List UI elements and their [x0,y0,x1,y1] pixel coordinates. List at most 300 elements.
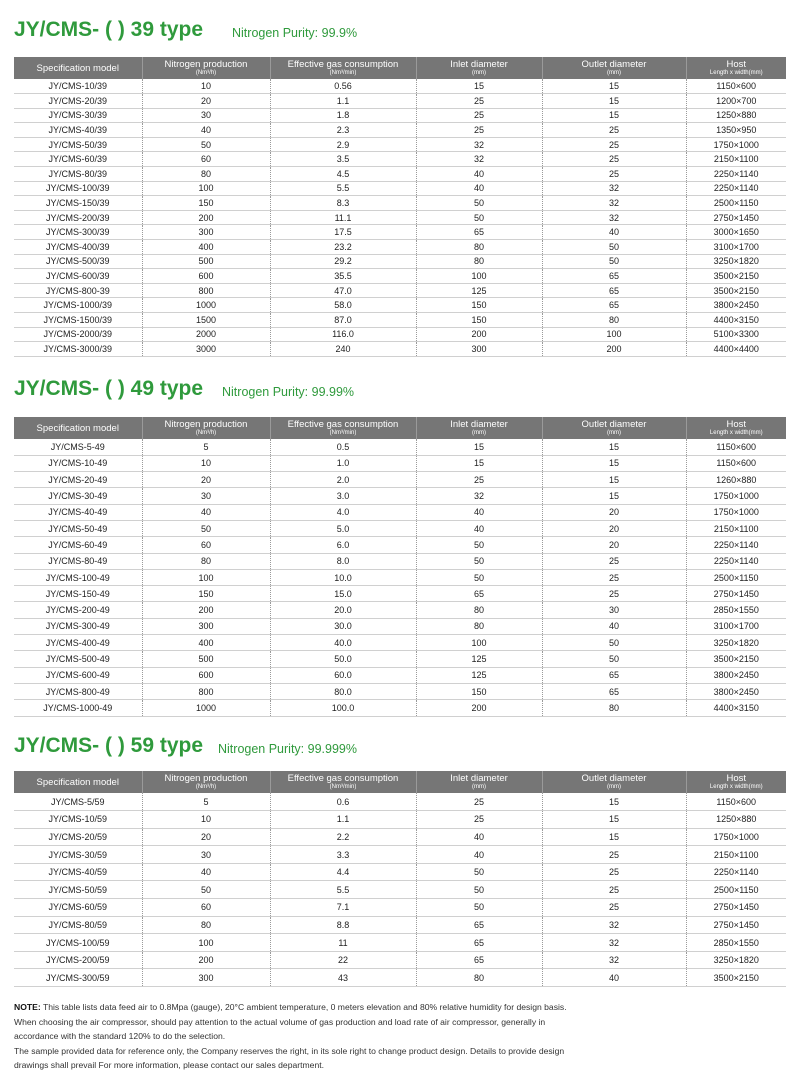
cell-gas-consumption: 100.0 [270,700,416,716]
cell-inlet-diameter: 150 [416,313,542,328]
cell-model: JY/CMS-20-49 [14,472,142,488]
cell-inlet-diameter: 80 [416,618,542,634]
cell-host: 1750×1000 [686,828,786,846]
cell-host: 4400×4400 [686,342,786,357]
table-row [14,298,786,313]
cell-model: JY/CMS-150/39 [14,196,142,211]
table-row [14,94,786,109]
cell-gas-consumption: 23.2 [270,240,416,255]
cell-nitrogen-production: 600 [142,269,270,284]
cell-host: 3250×1820 [686,951,786,969]
table-row [14,537,786,553]
cell-model: JY/CMS-600/39 [14,269,142,284]
table-row [14,504,786,520]
cell-inlet-diameter: 65 [416,225,542,240]
section-title: JY/CMS- ( ) 39 type [14,18,204,41]
cell-model: JY/CMS-50/39 [14,137,142,152]
cell-outlet-diameter: 40 [542,225,686,240]
cell-nitrogen-production: 3000 [142,342,270,357]
cell-outlet-diameter: 25 [542,863,686,881]
header-specification-model: Specification model [14,771,142,793]
cell-gas-consumption: 35.5 [270,269,416,284]
cell-inlet-diameter: 40 [416,167,542,182]
cell-model: JY/CMS-150-49 [14,586,142,602]
cell-model: JY/CMS-300-49 [14,618,142,634]
cell-outlet-diameter: 15 [542,811,686,829]
table-row [14,283,786,298]
cell-model: JY/CMS-200/39 [14,210,142,225]
cell-gas-consumption: 47.0 [270,283,416,298]
cell-outlet-diameter: 65 [542,283,686,298]
cell-nitrogen-production: 500 [142,254,270,269]
cell-nitrogen-production: 2000 [142,327,270,342]
cell-inlet-diameter: 40 [416,846,542,864]
cell-nitrogen-production: 40 [142,504,270,520]
table-row [14,934,786,952]
header-nitrogen-production: Nitrogen production (Nm³/h) [142,771,270,793]
cell-model: JY/CMS-20/59 [14,828,142,846]
cell-host: 2250×1140 [686,181,786,196]
cell-nitrogen-production: 200 [142,951,270,969]
cell-nitrogen-production: 1000 [142,700,270,716]
cell-inlet-diameter: 300 [416,342,542,357]
cell-host: 3800×2450 [686,667,786,683]
cell-inlet-diameter: 50 [416,863,542,881]
cell-nitrogen-production: 100 [142,181,270,196]
cell-inlet-diameter: 15 [416,439,542,455]
table-header-row [14,57,786,79]
header-nitrogen-production: Nitrogen production (Nm³/h) [142,57,270,79]
table-row [14,586,786,602]
section-title-row [14,12,786,42]
cell-nitrogen-production: 60 [142,537,270,553]
cell-host: 3500×2150 [686,269,786,284]
cell-model: JY/CMS-500-49 [14,651,142,667]
cell-model: JY/CMS-100-49 [14,569,142,585]
cell-outlet-diameter: 25 [542,123,686,138]
cell-nitrogen-production: 10 [142,811,270,829]
cell-inlet-diameter: 50 [416,210,542,225]
cell-gas-consumption: 17.5 [270,225,416,240]
cell-host: 2250×1140 [686,863,786,881]
cell-gas-consumption: 22 [270,951,416,969]
cell-gas-consumption: 58.0 [270,298,416,313]
cell-outlet-diameter: 20 [542,537,686,553]
cell-model: JY/CMS-30/59 [14,846,142,864]
cell-host: 2850×1550 [686,602,786,618]
cell-nitrogen-production: 600 [142,667,270,683]
cell-model: JY/CMS-100/59 [14,934,142,952]
cell-model: JY/CMS-400/39 [14,240,142,255]
cell-outlet-diameter: 32 [542,181,686,196]
cell-host: 3100×1700 [686,618,786,634]
cell-nitrogen-production: 300 [142,618,270,634]
cell-inlet-diameter: 40 [416,520,542,536]
cell-host: 1750×1000 [686,504,786,520]
cell-host: 1150×600 [686,79,786,94]
cell-gas-consumption: 2.0 [270,472,416,488]
cell-gas-consumption: 5.5 [270,881,416,899]
table-row [14,210,786,225]
cell-inlet-diameter: 65 [416,934,542,952]
cell-nitrogen-production: 200 [142,210,270,225]
cell-host: 3500×2150 [686,969,786,987]
cell-nitrogen-production: 800 [142,283,270,298]
cell-gas-consumption: 0.56 [270,79,416,94]
cell-nitrogen-production: 500 [142,651,270,667]
cell-outlet-diameter: 15 [542,828,686,846]
cell-model: JY/CMS-20/39 [14,94,142,109]
cell-inlet-diameter: 25 [416,472,542,488]
cell-outlet-diameter: 100 [542,327,686,342]
table-row [14,152,786,167]
cell-gas-consumption: 0.5 [270,439,416,455]
table-row [14,254,786,269]
cell-inlet-diameter: 50 [416,553,542,569]
cell-nitrogen-production: 800 [142,683,270,699]
spec-section-39 [14,12,786,357]
cell-inlet-diameter: 32 [416,152,542,167]
cell-nitrogen-production: 50 [142,881,270,899]
cell-gas-consumption: 40.0 [270,635,416,651]
table-row [14,916,786,934]
table-row [14,553,786,569]
cell-model: JY/CMS-800-39 [14,283,142,298]
cell-outlet-diameter: 20 [542,520,686,536]
cell-model: JY/CMS-50/59 [14,881,142,899]
cell-gas-consumption: 4.5 [270,167,416,182]
cell-gas-consumption: 8.3 [270,196,416,211]
cell-inlet-diameter: 125 [416,283,542,298]
cell-inlet-diameter: 80 [416,602,542,618]
table-row [14,651,786,667]
cell-model: JY/CMS-40-49 [14,504,142,520]
cell-inlet-diameter: 32 [416,137,542,152]
table-row [14,472,786,488]
cell-gas-consumption: 1.0 [270,455,416,471]
table-row [14,327,786,342]
cell-gas-consumption: 87.0 [270,313,416,328]
cell-gas-consumption: 2.3 [270,123,416,138]
note-label: NOTE: [14,1002,41,1012]
cell-nitrogen-production: 1500 [142,313,270,328]
cell-host: 1750×1000 [686,137,786,152]
cell-gas-consumption: 2.9 [270,137,416,152]
cell-outlet-diameter: 15 [542,94,686,109]
cell-model: JY/CMS-300/59 [14,969,142,987]
cell-outlet-diameter: 25 [542,569,686,585]
table-row [14,79,786,94]
cell-gas-consumption: 5.0 [270,520,416,536]
cell-outlet-diameter: 40 [542,969,686,987]
header-inlet-diameter: Inlet diameter (mm) [416,771,542,793]
table-row [14,793,786,811]
cell-model: JY/CMS-80/59 [14,916,142,934]
spec-section-59 [14,728,786,987]
cell-outlet-diameter: 32 [542,916,686,934]
cell-gas-consumption: 6.0 [270,537,416,553]
cell-outlet-diameter: 32 [542,196,686,211]
cell-model: JY/CMS-80-49 [14,553,142,569]
cell-nitrogen-production: 300 [142,225,270,240]
cell-outlet-diameter: 25 [542,152,686,167]
cell-gas-consumption: 8.0 [270,553,416,569]
cell-nitrogen-production: 20 [142,472,270,488]
cell-nitrogen-production: 400 [142,635,270,651]
table-row [14,683,786,699]
cell-nitrogen-production: 40 [142,123,270,138]
cell-inlet-diameter: 40 [416,828,542,846]
note-text: This table lists data feed air to 0.8Mpa (gauge), 20°C ambient temperature, 0 meters elevation and 80% relative humidity for design basis. [40,1002,567,1012]
table-row [14,313,786,328]
cell-outlet-diameter: 50 [542,635,686,651]
cell-host: 2750×1450 [686,899,786,917]
cell-inlet-diameter: 100 [416,635,542,651]
section-title: JY/CMS- ( ) 59 type [14,734,204,757]
cell-inlet-diameter: 25 [416,94,542,109]
cell-model: JY/CMS-30-49 [14,488,142,504]
cell-host: 3100×1700 [686,240,786,255]
header-gas-consumption: Effective gas consumption (Nm³/min) [270,417,416,439]
cell-model: JY/CMS-400-49 [14,635,142,651]
cell-outlet-diameter: 65 [542,298,686,313]
cell-host: 1750×1000 [686,488,786,504]
header-inlet-diameter: Inlet diameter (mm) [416,57,542,79]
cell-inlet-diameter: 150 [416,298,542,313]
cell-host: 3250×1820 [686,635,786,651]
cell-inlet-diameter: 200 [416,700,542,716]
table-row [14,667,786,683]
cell-inlet-diameter: 50 [416,537,542,553]
cell-inlet-diameter: 65 [416,951,542,969]
nitrogen-purity: Nitrogen Purity: 99.999% [218,742,357,756]
table-row [14,881,786,899]
cell-nitrogen-production: 200 [142,602,270,618]
cell-nitrogen-production: 30 [142,846,270,864]
section-title-row [14,728,786,758]
cell-outlet-diameter: 15 [542,79,686,94]
cell-outlet-diameter: 25 [542,553,686,569]
cell-gas-consumption: 4.0 [270,504,416,520]
cell-gas-consumption: 8.8 [270,916,416,934]
cell-model: JY/CMS-1000/39 [14,298,142,313]
table-row [14,899,786,917]
cell-outlet-diameter: 25 [542,586,686,602]
note-line: drawings shall prevail For more information, please contact our sales department. [14,1060,325,1070]
note-line: When choosing the air compressor, should pay attention to the actual volume of gas production and load rate of air compressor, generally in [14,1016,546,1027]
cell-nitrogen-production: 30 [142,488,270,504]
cell-outlet-diameter: 15 [542,793,686,811]
cell-nitrogen-production: 40 [142,863,270,881]
cell-model: JY/CMS-80/39 [14,167,142,182]
cell-gas-consumption: 1.1 [270,94,416,109]
cell-outlet-diameter: 65 [542,269,686,284]
cell-gas-consumption: 20.0 [270,602,416,618]
cell-host: 2500×1150 [686,569,786,585]
cell-nitrogen-production: 100 [142,569,270,585]
table-row [14,951,786,969]
cell-host: 2250×1140 [686,537,786,553]
cell-outlet-diameter: 65 [542,667,686,683]
section-title-row [14,371,786,401]
cell-host: 4400×3150 [686,700,786,716]
cell-host: 1150×600 [686,793,786,811]
cell-inlet-diameter: 80 [416,240,542,255]
cell-gas-consumption: 60.0 [270,667,416,683]
cell-host: 2500×1150 [686,196,786,211]
header-host: Host Length x width(mm) [686,57,786,79]
cell-host: 1150×600 [686,439,786,455]
cell-inlet-diameter: 15 [416,455,542,471]
cell-gas-consumption: 3.5 [270,152,416,167]
cell-nitrogen-production: 1000 [142,298,270,313]
header-outlet-diameter: Outlet diameter (mm) [542,57,686,79]
cell-host: 3250×1820 [686,254,786,269]
cell-outlet-diameter: 50 [542,651,686,667]
cell-model: JY/CMS-40/39 [14,123,142,138]
cell-host: 3800×2450 [686,298,786,313]
header-host: Host Length x width(mm) [686,771,786,793]
cell-host: 2750×1450 [686,916,786,934]
cell-inlet-diameter: 150 [416,683,542,699]
table-row [14,181,786,196]
cell-model: JY/CMS-2000/39 [14,327,142,342]
section-title: JY/CMS- ( ) 49 type [14,377,204,400]
note-line: accordance with the standard 120% to do the selection. [14,1031,226,1041]
cell-gas-consumption: 0.6 [270,793,416,811]
cell-model: JY/CMS-50-49 [14,520,142,536]
table-row [14,863,786,881]
table-row [14,700,786,716]
cell-host: 1250×880 [686,811,786,829]
table-row [14,488,786,504]
table-row [14,196,786,211]
cell-gas-consumption: 1.1 [270,811,416,829]
table-row [14,240,786,255]
cell-inlet-diameter: 65 [416,586,542,602]
cell-inlet-diameter: 125 [416,667,542,683]
cell-nitrogen-production: 60 [142,899,270,917]
cell-nitrogen-production: 20 [142,828,270,846]
cell-nitrogen-production: 20 [142,94,270,109]
cell-model: JY/CMS-1500/39 [14,313,142,328]
spec-section-49 [14,371,786,717]
cell-gas-consumption: 116.0 [270,327,416,342]
cell-model: JY/CMS-30/39 [14,108,142,123]
table-row [14,269,786,284]
cell-gas-consumption: 50.0 [270,651,416,667]
cell-host: 2150×1100 [686,520,786,536]
cell-nitrogen-production: 300 [142,969,270,987]
cell-host: 2750×1450 [686,210,786,225]
cell-model: JY/CMS-3000/39 [14,342,142,357]
header-outlet-diameter: Outlet diameter (mm) [542,417,686,439]
cell-model: JY/CMS-10-49 [14,455,142,471]
header-specification-model: Specification model [14,57,142,79]
table-row [14,618,786,634]
cell-nitrogen-production: 80 [142,916,270,934]
cell-inlet-diameter: 125 [416,651,542,667]
cell-outlet-diameter: 50 [542,240,686,255]
cell-host: 1260×880 [686,472,786,488]
cell-gas-consumption: 30.0 [270,618,416,634]
table-row [14,520,786,536]
cell-outlet-diameter: 65 [542,683,686,699]
cell-nitrogen-production: 30 [142,108,270,123]
cell-outlet-diameter: 15 [542,472,686,488]
cell-model: JY/CMS-600-49 [14,667,142,683]
note-line [14,1000,786,1015]
cell-host: 3800×2450 [686,683,786,699]
cell-nitrogen-production: 100 [142,934,270,952]
cell-gas-consumption: 2.2 [270,828,416,846]
table-row [14,342,786,357]
header-gas-consumption: Effective gas consumption (Nm³/min) [270,57,416,79]
cell-host: 2250×1140 [686,553,786,569]
cell-inlet-diameter: 15 [416,79,542,94]
cell-host: 2150×1100 [686,152,786,167]
cell-gas-consumption: 240 [270,342,416,357]
cell-model: JY/CMS-1000-49 [14,700,142,716]
cell-host: 2750×1450 [686,586,786,602]
table-row [14,167,786,182]
cell-host: 3500×2150 [686,651,786,667]
cell-model: JY/CMS-200/59 [14,951,142,969]
spec-table [14,771,786,987]
cell-inlet-diameter: 50 [416,899,542,917]
cell-gas-consumption: 11.1 [270,210,416,225]
cell-inlet-diameter: 200 [416,327,542,342]
cell-outlet-diameter: 200 [542,342,686,357]
spec-table [14,57,786,357]
note-line: The sample provided data for reference only, the Company reserves the right, in its sole right to change product design. Details to provide design [14,1045,565,1056]
cell-gas-consumption: 5.5 [270,181,416,196]
header-inlet-diameter: Inlet diameter (mm) [416,417,542,439]
cell-outlet-diameter: 25 [542,167,686,182]
cell-outlet-diameter: 32 [542,210,686,225]
cell-nitrogen-production: 60 [142,152,270,167]
cell-outlet-diameter: 25 [542,137,686,152]
cell-model: JY/CMS-60/59 [14,899,142,917]
cell-inlet-diameter: 80 [416,969,542,987]
cell-nitrogen-production: 50 [142,137,270,152]
table-row [14,635,786,651]
cell-outlet-diameter: 32 [542,934,686,952]
cell-model: JY/CMS-200-49 [14,602,142,618]
cell-nitrogen-production: 150 [142,586,270,602]
cell-inlet-diameter: 50 [416,196,542,211]
table-header-row [14,771,786,793]
cell-nitrogen-production: 400 [142,240,270,255]
cell-inlet-diameter: 40 [416,181,542,196]
cell-outlet-diameter: 15 [542,455,686,471]
cell-host: 2150×1100 [686,846,786,864]
cell-model: JY/CMS-100/39 [14,181,142,196]
cell-outlet-diameter: 50 [542,254,686,269]
cell-host: 2250×1140 [686,167,786,182]
cell-host: 1350×950 [686,123,786,138]
cell-outlet-diameter: 20 [542,504,686,520]
cell-model: JY/CMS-5-49 [14,439,142,455]
table-row [14,137,786,152]
cell-inlet-diameter: 25 [416,793,542,811]
cell-model: JY/CMS-300/39 [14,225,142,240]
cell-outlet-diameter: 40 [542,618,686,634]
cell-gas-consumption: 3.3 [270,846,416,864]
spec-table [14,417,786,717]
cell-outlet-diameter: 25 [542,899,686,917]
cell-nitrogen-production: 150 [142,196,270,211]
